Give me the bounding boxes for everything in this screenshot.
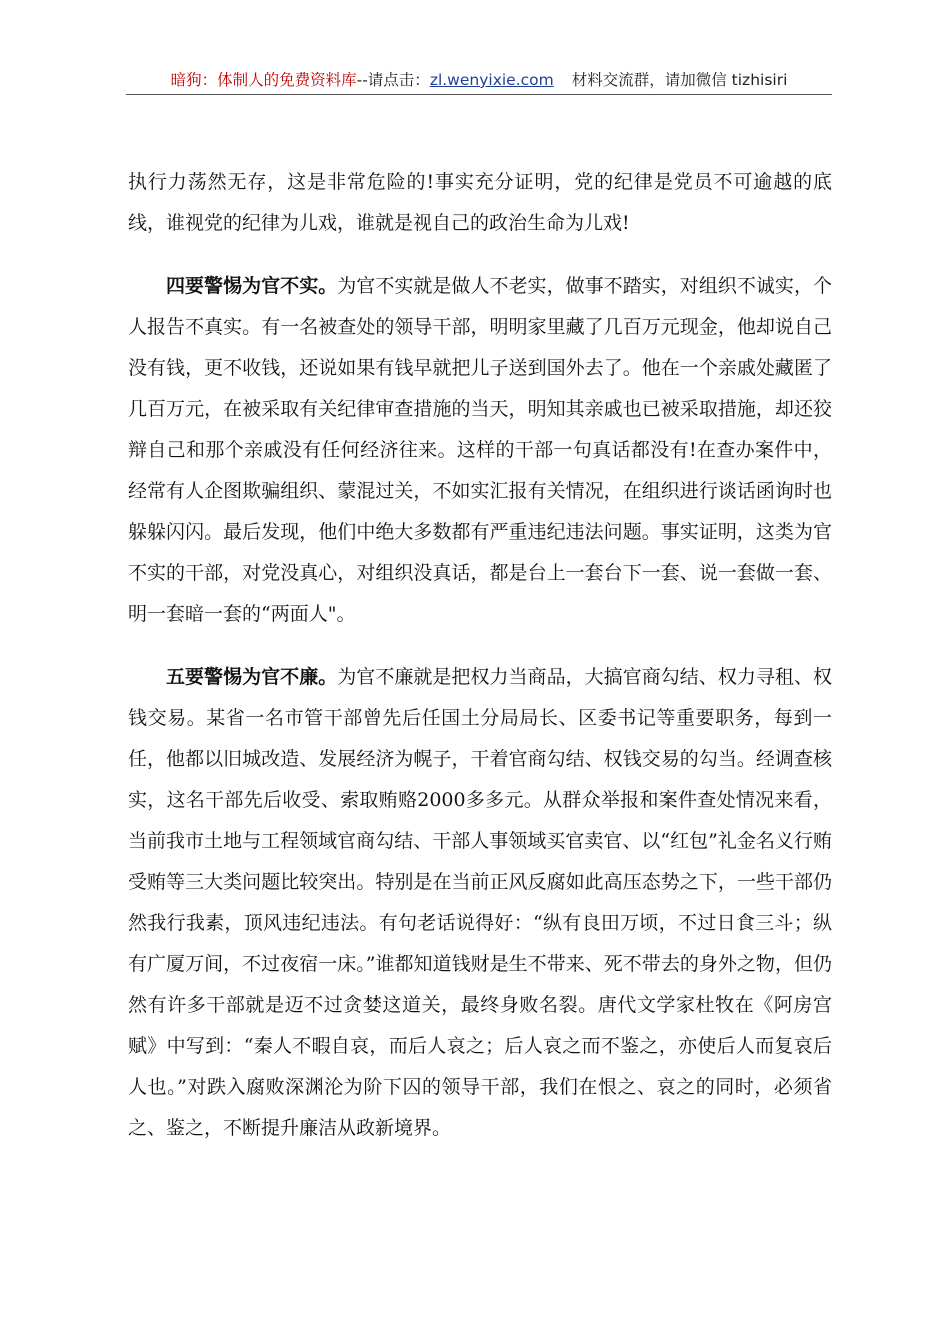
header-contact: 材料交流群，请加微信 tizhisiri [571, 71, 788, 89]
paragraph-text: 为官不廉就是把权力当商品，大搞官商勾结、权力寻租、权钱交易。某省一名市管干部曾先后任国土分局局长、区委书记等重要职务，每到一任，他都以旧城改造、发展经济为幌子，干着官商勾结、权钱交易的勾当。经调查核实，这名干部先后收受、索取贿赂2000多多元。从群众举报和案件查处情况来看，当前我市土地与工程领域官商勾结、干部人事领域买官卖官、以“红包”礼金名义行贿受贿等三大类问题比较突出。特别是在当前正风反腐如此高压态势之下，一些干部仍然我行我素，顶风违纪违法。有句老话说得好：“纵有良田万顷，不过日食三斗；纵有广厦万间，不过夜宿一床。”谁都知道钱财是生不带来、死不带去的身外之物，但仍然有许多干部就是迈不过贪婪这道关，最终身败名裂。唐代文学家杜牧在《阿房宫赋》中写到：“秦人不暇自哀，而后人哀之；后人哀之而不鉴之，亦使后人而复哀后人也。”对跌入腐败深渊沦为阶下囚的领导干部，我们在恨之、哀之的同时，必须省之、鉴之，不断提升廉洁从政新境界。 [128, 666, 832, 1139]
header-rule [126, 94, 832, 95]
paragraph-text: 执行力荡然无存，这是非常危险的!事实充分证明，党的纪律是党员不可逾越的底线，谁视党的纪律为儿戏，谁就是视自己的政治生命为儿戏! [128, 171, 832, 234]
paragraph-heading: 四要警惕为官不实。 [166, 275, 338, 297]
paragraph-continuation [128, 162, 832, 244]
paragraph-heading: 五要警惕为官不廉。 [166, 666, 338, 688]
paragraph-four [128, 266, 832, 635]
paragraph-five [128, 657, 832, 1149]
document-body [128, 162, 832, 1171]
header-prompt: --请点击： [356, 71, 430, 89]
paragraph-text: 为官不实就是做人不老实，做事不踏实，对组织不诚实，个人报告不真实。有一名被查处的领导干部，明明家里藏了几百万元现金，他却说自己没有钱，更不收钱，还说如果有钱早就把儿子送到国外去了。他在一个亲戚处藏匿了几百万元，在被采取有关纪律审查措施的当天，明知其亲戚也已被采取措施，却还狡辩自己和那个亲戚没有任何经济往来。这样的干部一句真话都没有!在查办案件中，经常有人企图欺骗组织、蒙混过关，不如实汇报有关情况，在组织进行谈话函询时也躲躲闪闪。最后发现，他们中绝大多数都有严重违纪违法问题。事实证明，这类为官不实的干部，对党没真心，对组织没真话，都是台上一套台下一套、说一套做一套、明一套暗一套的“两面人"。 [128, 275, 832, 625]
header-link[interactable]: zl.wenyixie.com [429, 71, 554, 89]
header-brand: 暗狗：体制人的免费资料库 [170, 71, 357, 89]
page-header [126, 68, 832, 92]
